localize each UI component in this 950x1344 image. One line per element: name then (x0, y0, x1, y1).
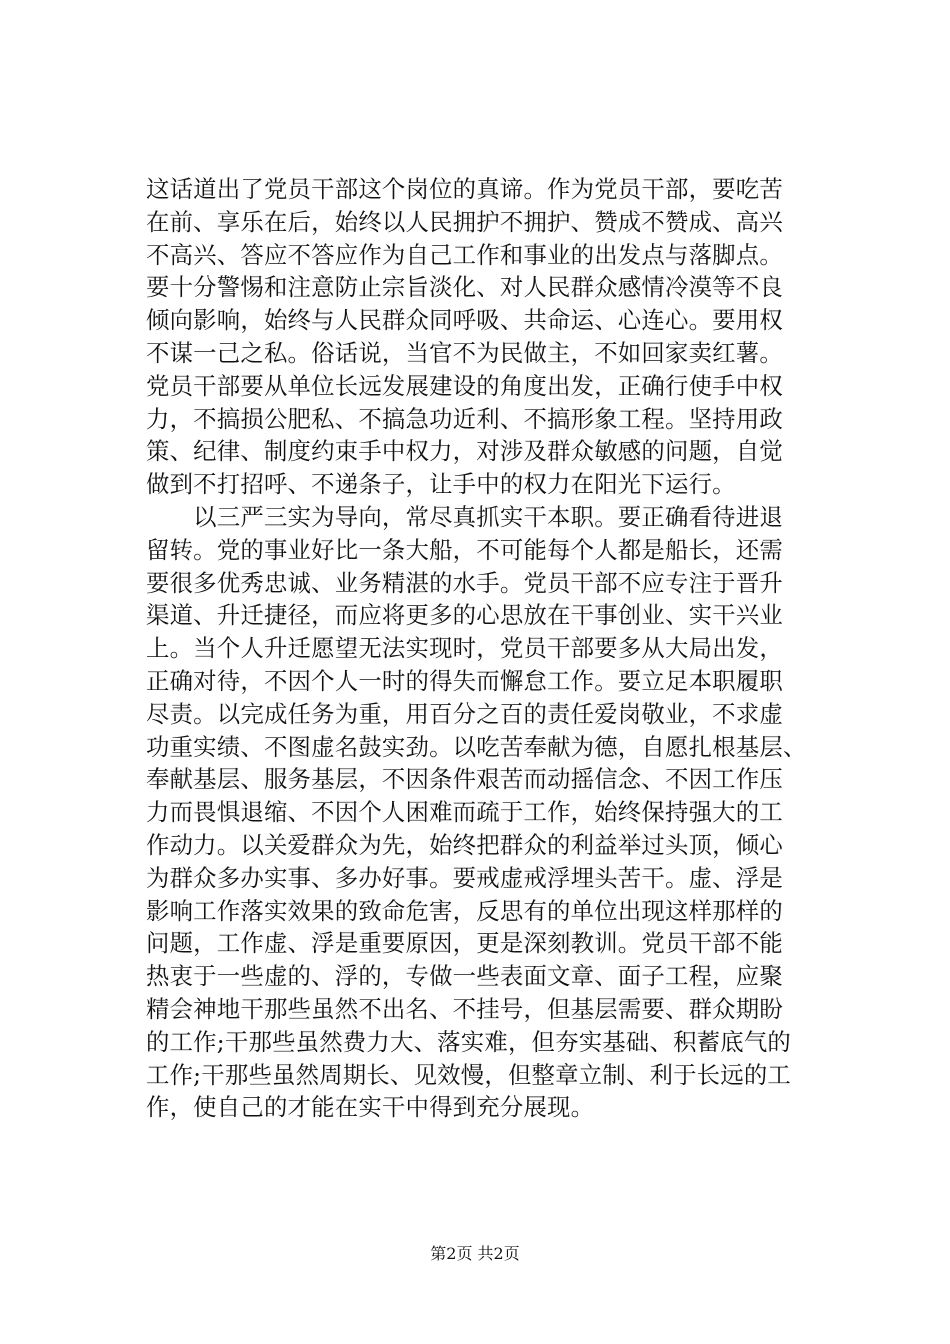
text-line: 不高兴、答应不答应作为自己工作和事业的出发点与落脚点。 (146, 240, 783, 269)
text-line: 做到不打招呼、不递条子，让手中的权力在阳光下运行。 (146, 470, 736, 499)
text-line: 作，使自己的才能在实干中得到充分展现。 (146, 1093, 595, 1122)
body-text (146, 173, 856, 1124)
text-line: 作动力。以关爱群众为先，始终把群众的利益举过头顶，倾心 (146, 830, 783, 859)
text-line: 倾向影响，始终与人民群众同呼吸、共命运、心连心。要用权 (146, 306, 783, 335)
text-line: 要很多优秀忠诚、业务精湛的水手。党员干部不应专注于晋升 (146, 568, 783, 597)
text-line: 的工作;干那些虽然费力大、落实难，但夯实基础、积蓄底气的 (146, 1027, 792, 1056)
text-line: 功重实绩、不图虚名鼓实劲。以吃苦奉献为德，自愿扎根基层、 (146, 732, 807, 761)
text-line: 在前、享乐在后，始终以人民拥护不拥护、赞成不赞成、高兴 (146, 207, 783, 236)
text-line: 上。当个人升迁愿望无法实现时，党员干部要多从大局出发， (146, 634, 783, 663)
text-line: 力，不搞损公肥私、不搞急功近利、不搞形象工程。坚持用政 (146, 404, 783, 433)
page-number-footer: 第2页 共2页 (430, 1244, 520, 1263)
text-line: 以三严三实为导向，常尽真抓实干本职。要正确看待进退 (146, 502, 783, 531)
text-line: 工作;干那些虽然周期长、见效慢，但整章立制、利于长远的工 (146, 1060, 792, 1089)
text-line: 为群众多办实事、多办好事。要戒虚戒浮埋头苦干。虚、浮是 (146, 863, 783, 892)
text-line: 留转。党的事业好比一条大船，不可能每个人都是船长，还需 (146, 535, 783, 564)
text-line: 精会神地干那些虽然不出名、不挂号，但基层需要、群众期盼 (146, 994, 783, 1023)
text-line: 渠道、升迁捷径，而应将更多的心思放在干事创业、实干兴业 (146, 601, 783, 630)
text-line: 尽责。以完成任务为重，用百分之百的责任爱岗敬业，不求虚 (146, 699, 783, 728)
text-line: 不谋一己之私。俗话说，当官不为民做主，不如回家卖红薯。 (146, 338, 783, 367)
text-line: 要十分警惕和注意防止宗旨淡化、对人民群众感情冷漠等不良 (146, 273, 783, 302)
text-line: 热衷于一些虚的、浮的，专做一些表面文章、面子工程，应聚 (146, 962, 783, 991)
text-line: 奉献基层、服务基层，不因条件艰苦而动摇信念、不因工作压 (146, 765, 783, 794)
text-line: 问题，工作虚、浮是重要原因，更是深刻教训。党员干部不能 (146, 929, 783, 958)
text-line: 这话道出了党员干部这个岗位的真谛。作为党员干部，要吃苦 (146, 175, 783, 203)
text-line: 力而畏惧退缩、不因个人困难而疏于工作，始终保持强大的工 (146, 798, 783, 827)
text-line: 影响工作落实效果的致命危害，反思有的单位出现这样那样的 (146, 896, 783, 925)
text-line: 党员干部要从单位长远发展建设的角度出发，正确行使手中权 (146, 371, 783, 400)
text-line: 策、纪律、制度约束手中权力，对涉及群众敏感的问题，自觉 (146, 437, 783, 466)
text-line: 正确对待，不因个人一时的得失而懈怠工作。要立足本职履职 (146, 666, 783, 695)
